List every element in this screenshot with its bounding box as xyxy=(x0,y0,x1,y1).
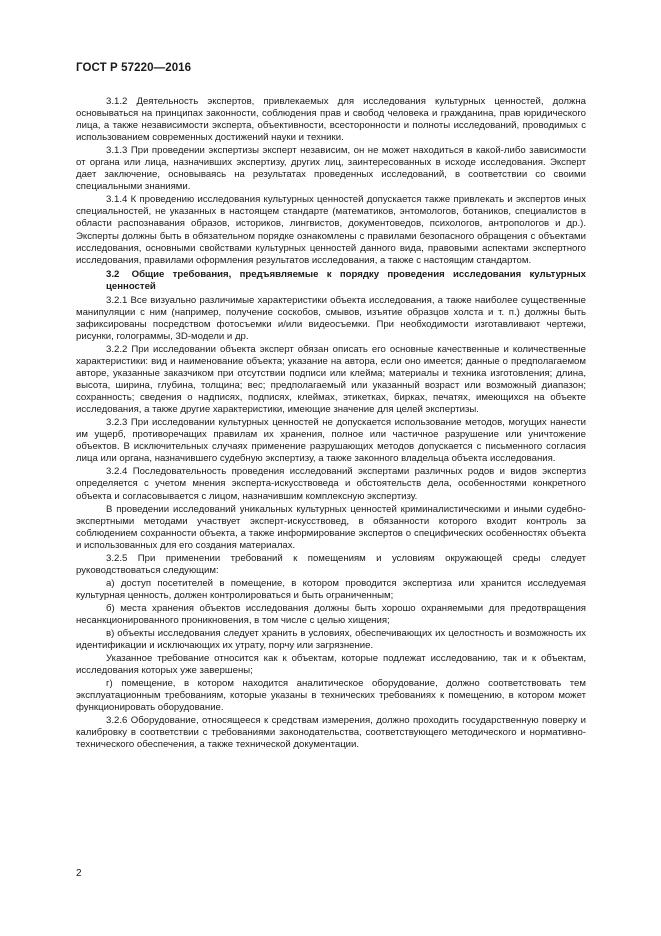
paragraph-3-1-2: 3.1.2 Деятельность экспертов, привлекаемых для исследования культурных ценностей, должна основываться на принципах законности, соблюдения прав и свобод человека и гражданина, прав юридического лица, а также независимости эксперта, объективности, всесторонности и полноты исследований, проводимых с использованием современных достижений науки и техники. xyxy=(76,96,586,144)
paragraph-3-2-4-continued: В проведении исследований уникальных культурных ценностей криминалистическими и иными судебно-экспертными методами участвует эксперт-искусствовед, в обязанности которого входит контроль за соблюдением сохранности объекта, а также информирование экспертов о специфических особенностях объекта и использованных для его создания материалах. xyxy=(76,503,586,551)
list-item-v: в) объекты исследования следует хранить в условиях, обеспечивающих их целостность и возможность их идентификации и исключающих их утрату, порчу или загрязнение. xyxy=(76,628,586,652)
section-heading-3-2 xyxy=(76,269,586,293)
paragraph-note: Указанное требование относится как к объектам, которые подлежат исследованию, так и к объектам, исследования которых уже завершены; xyxy=(76,653,586,677)
paragraph-3-2-2: 3.2.2 При исследовании объекта эксперт обязан описать его основные качественные и количественные характеристики: вид и наименование объекта; указание на автора, если оно имеется; данные о предполагаемом авторе, указанные заказчиком при отсутствии подписи или клейма; материалы и техника изготовления; длина, высота, ширина, глубина, толщина; вес; предполагаемый или указанный возраст или возможный диапазон; сохранность; сведения о надписях, подписях, клеймах, этикетках, бирках, печатях, имеющихся на объекте исследования, а также другие характеристики, имеющие значение для целей экспертизы. xyxy=(76,343,586,416)
page-number: 2 xyxy=(76,868,82,879)
paragraph-3-1-3: 3.1.3 При проведении экспертизы эксперт независим, он не может находиться в какой-либо зависимости от органа или лица, назначивших экспертизу, других лиц, заинтересованных в исходе исследования. Эксперт дает заключение, основываясь на результатах проведенных исследований, в соответствии со своими специальными знаниями. xyxy=(76,145,586,193)
list-item-b: б) места хранения объектов исследования должны быть хорошо охраняемыми для предотвращения несанкционированного проникновения, в том числе с целью хищения; xyxy=(76,602,586,626)
document-body xyxy=(76,96,586,751)
list-item-a: а) доступ посетителей в помещение, в котором проводится экспертиза или хранится исследуемая культурная ценность, должен контролироваться и быть ограниченным; xyxy=(76,577,586,601)
paragraph-3-2-3: 3.2.3 При исследовании культурных ценностей не допускается использование методов, могущих нанести им ущерб, противоречащих правилам их хранения, полное или частичное разрушение или уничтожение объектов. В исключительных случаях применение разрушающих методов допускается с письменного согласия лица или органа, назначившего судебную экспертизу, а также законного владельца объекта исследования. xyxy=(76,417,586,465)
list-item-g: г) помещение, в котором находится аналитическое оборудование, должно соответствовать тем эксплуатационным требованиям, которые указаны в технических требованиях к помещению, в котором может функционировать оборудование. xyxy=(76,678,586,714)
paragraph-3-2-4: 3.2.4 Последовательность проведения исследований экспертами различных родов и видов экспертиз определяется с учетом мнения эксперта-искусствоведа и обстоятельств дела, особенностями конкретного объекта и согласовывается с лицом, назначившим комплексную экспертизу. xyxy=(76,466,586,502)
paragraph-3-2-1: 3.2.1 Все визуально различимые характеристики объекта исследования, а также наиболее существенные манипуляции с ним (например, получение соскобов, смывов, изъятие образцов холста и т. п.) должны быть зафиксированы посредством фотосъемки и/или видеосъемки. При необходимости изготавливают чертежи, рисунки, голограммы, 3D-модели и др. xyxy=(76,294,586,342)
paragraph-3-2-6: 3.2.6 Оборудование, относящееся к средствам измерения, должно проходить государственную поверку и калибровку в соответствии с требованиями законодательства, соответствующего методического и нормативно-технического обеспечения, а также технической документации. xyxy=(76,715,586,751)
section-number: 3.2 xyxy=(106,268,120,280)
section-title: Общие требования, предъявляемые к порядку проведения исследования культурных ценностей xyxy=(106,268,586,292)
paragraph-3-2-5: 3.2.5 При применении требований к помещениям и условиям окружающей среды следует руководствоваться следующим: xyxy=(76,552,586,576)
paragraph-3-1-4: 3.1.4 К проведению исследования культурных ценностей допускается также привлекать и экспертов иных специальностей, не указанных в настоящем стандарте (математиков, энтомологов, ботаников, специалистов в области распознавания образов, историков, лингвистов, документоведов, психологов, антропологов и др.). Эксперты должны быть в обязательном порядке ознакомлены с правилами безопасного обращения с объектами исследования, основными свойствами культурных ценностей данного вида, правовыми аспектами экспертного исследования, правилами оформления результатов исследования, а также с настоящим стандартом. xyxy=(76,194,586,266)
document-header: ГОСТ Р 57220—2016 xyxy=(76,62,192,74)
